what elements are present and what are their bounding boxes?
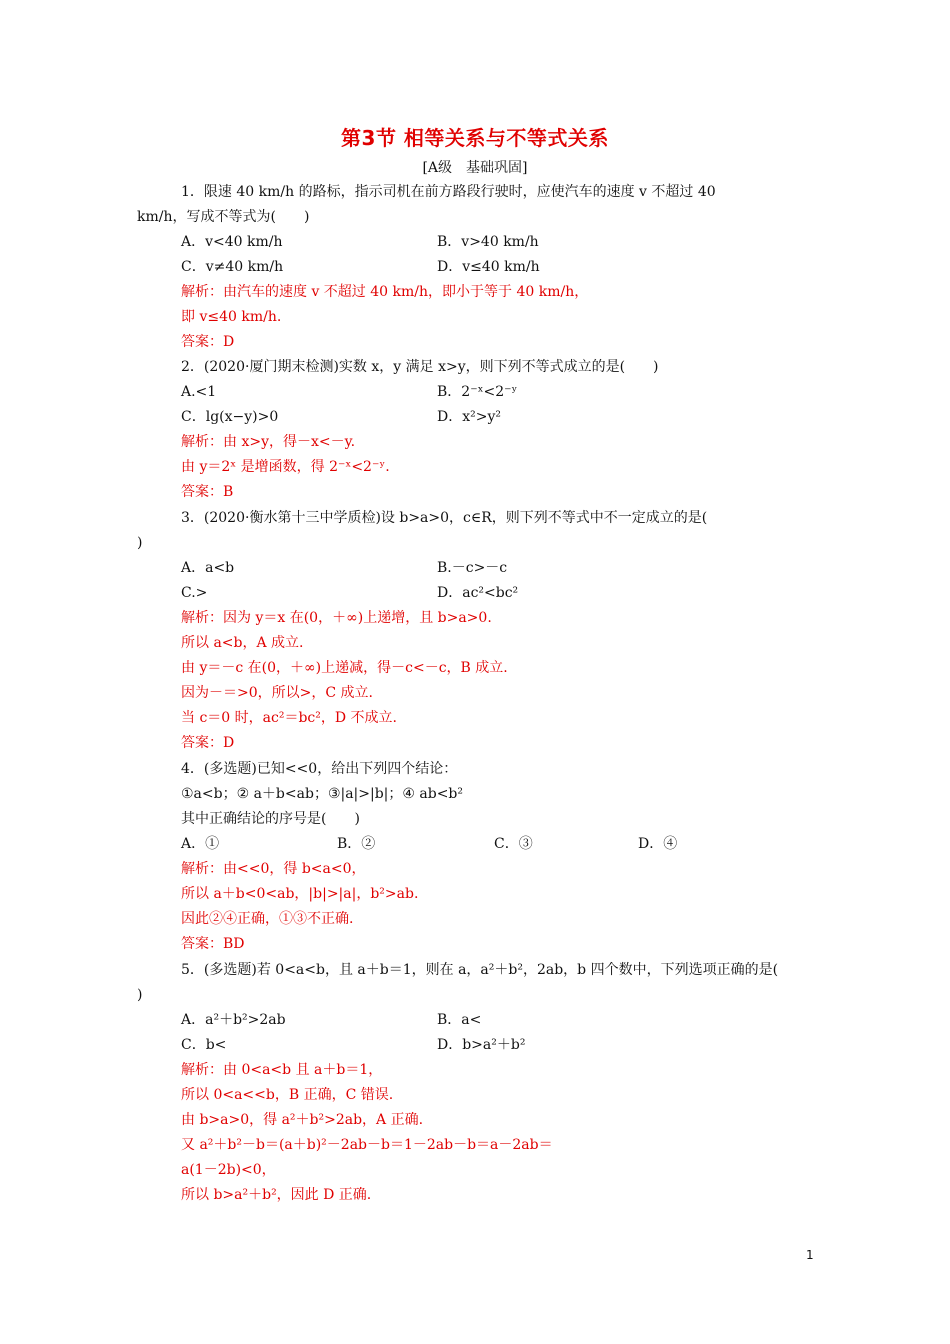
q3-option-c: C.> — [181, 585, 208, 601]
q5-analysis-4: 又 a²＋b²－b＝(a＋b)²－2ab－b＝1－2ab－b＝a－2ab＝ — [181, 1137, 553, 1153]
q2-answer: 答案：B — [181, 484, 234, 500]
q5-option-b: B．a< — [437, 1012, 482, 1028]
q5-analysis-2: 所以 0<a<<b，B 正确，C 错误. — [181, 1087, 394, 1103]
q2-option-c: C．lg(x−y)>0 — [181, 409, 279, 425]
q2-analysis-1: 解析：由 x>y，得－x<－y. — [181, 434, 356, 450]
question-3-stem: 3．(2020·衡水第十三中学质检)设 b>a>0，c∈R，则下列不等式中不一定成立的是( — [181, 510, 708, 526]
q1-option-b: B．v>40 km/h — [437, 234, 539, 250]
q4-ask: 其中正确结论的序号是( ) — [181, 811, 360, 827]
question-1-stem: 1．限速 40 km/h 的路标，指示司机在前方路段行驶时，应使汽车的速度 v 不超过 40 — [181, 184, 716, 200]
q5-analysis-6: 所以 b>a²＋b²，因此 D 正确. — [181, 1187, 372, 1203]
q4-option-b: B．② — [337, 836, 376, 852]
q5-option-a: A．a²＋b²>2ab — [181, 1012, 286, 1028]
q2-option-a: A.<1 — [181, 384, 217, 400]
question-1-stem-cont: km/h，写成不等式为( ) — [137, 209, 310, 225]
q4-answer: 答案：BD — [181, 936, 245, 952]
q1-option-d: D．v≤40 km/h — [437, 259, 540, 275]
q5-analysis-5: a(1－2b)<0， — [181, 1162, 276, 1178]
q3-analysis-2: 所以 a<b，A 成立. — [181, 635, 304, 651]
q3-analysis-4: 因为－＝>0，所以>，C 成立. — [181, 685, 373, 701]
q5-analysis-3: 由 b>a>0，得 a²＋b²>2ab，A 正确. — [181, 1112, 424, 1128]
q5-option-d: D．b>a²＋b² — [437, 1037, 526, 1053]
q3-analysis-5: 当 c＝0 时，ac²＝bc²，D 不成立. — [181, 710, 397, 726]
q2-analysis-2: 由 y＝2ˣ 是增函数，得 2⁻ˣ<2⁻ʸ. — [181, 459, 390, 475]
q3-answer: 答案：D — [181, 735, 235, 751]
q2-option-b: B．2⁻ˣ<2⁻ʸ — [437, 384, 518, 400]
page-number: 1 — [806, 1248, 814, 1262]
q1-analysis-2: 即 v≤40 km/h. — [181, 309, 282, 325]
q4-option-a: A．① — [181, 836, 220, 852]
q4-analysis-2: 所以 a＋b<0<ab，|b|>|a|，b²>ab. — [181, 886, 419, 902]
q4-conclusions: ①a<b；② a＋b<ab；③|a|>|b|；④ ab<b² — [181, 786, 464, 802]
q1-option-a: A．v<40 km/h — [181, 234, 283, 250]
question-5-stem-cont: ) — [137, 987, 143, 1003]
q1-answer: 答案：D — [181, 334, 235, 350]
q3-option-d: D．ac²<bc² — [437, 585, 519, 601]
question-4-stem: 4．(多选题)已知<<0，给出下列四个结论： — [181, 761, 458, 777]
q3-option-a: A．a<b — [181, 560, 235, 576]
q4-option-d: D．④ — [638, 836, 678, 852]
q3-analysis-3: 由 y＝－c 在(0，＋∞)上递减，得－c<－c，B 成立. — [181, 660, 508, 676]
page-title: 第3节 相等关系与不等式关系 — [341, 126, 609, 150]
question-2-stem: 2．(2020·厦门期末检测)实数 x，y 满足 x>y，则下列不等式成立的是( ) — [181, 359, 659, 375]
section-subtitle: [A级 基础巩固] — [422, 160, 528, 176]
question-3-stem-cont: ) — [137, 535, 143, 551]
q3-option-b: B.－c>－c — [437, 560, 508, 576]
q5-option-c: C．b< — [181, 1037, 227, 1053]
q3-analysis-1: 解析：因为 y＝x 在(0，＋∞)上递增，且 b>a>0. — [181, 610, 492, 626]
q4-option-c: C．③ — [494, 836, 533, 852]
q2-option-d: D．x²>y² — [437, 409, 501, 425]
q1-analysis-1: 解析：由汽车的速度 v 不超过 40 km/h，即小于等于 40 km/h， — [181, 284, 589, 300]
q4-analysis-1: 解析：由<<0，得 b<a<0， — [181, 861, 366, 877]
q5-analysis-1: 解析：由 0<a<b 且 a＋b＝1， — [181, 1062, 383, 1078]
question-5-stem: 5．(多选题)若 0<a<b，且 a＋b＝1，则在 a，a²＋b²，2ab，b 四个数中，下列选项正确的是( — [181, 962, 779, 978]
q4-analysis-3: 因此②④正确，①③不正确. — [181, 911, 354, 927]
q1-option-c: C．v≠40 km/h — [181, 259, 284, 275]
